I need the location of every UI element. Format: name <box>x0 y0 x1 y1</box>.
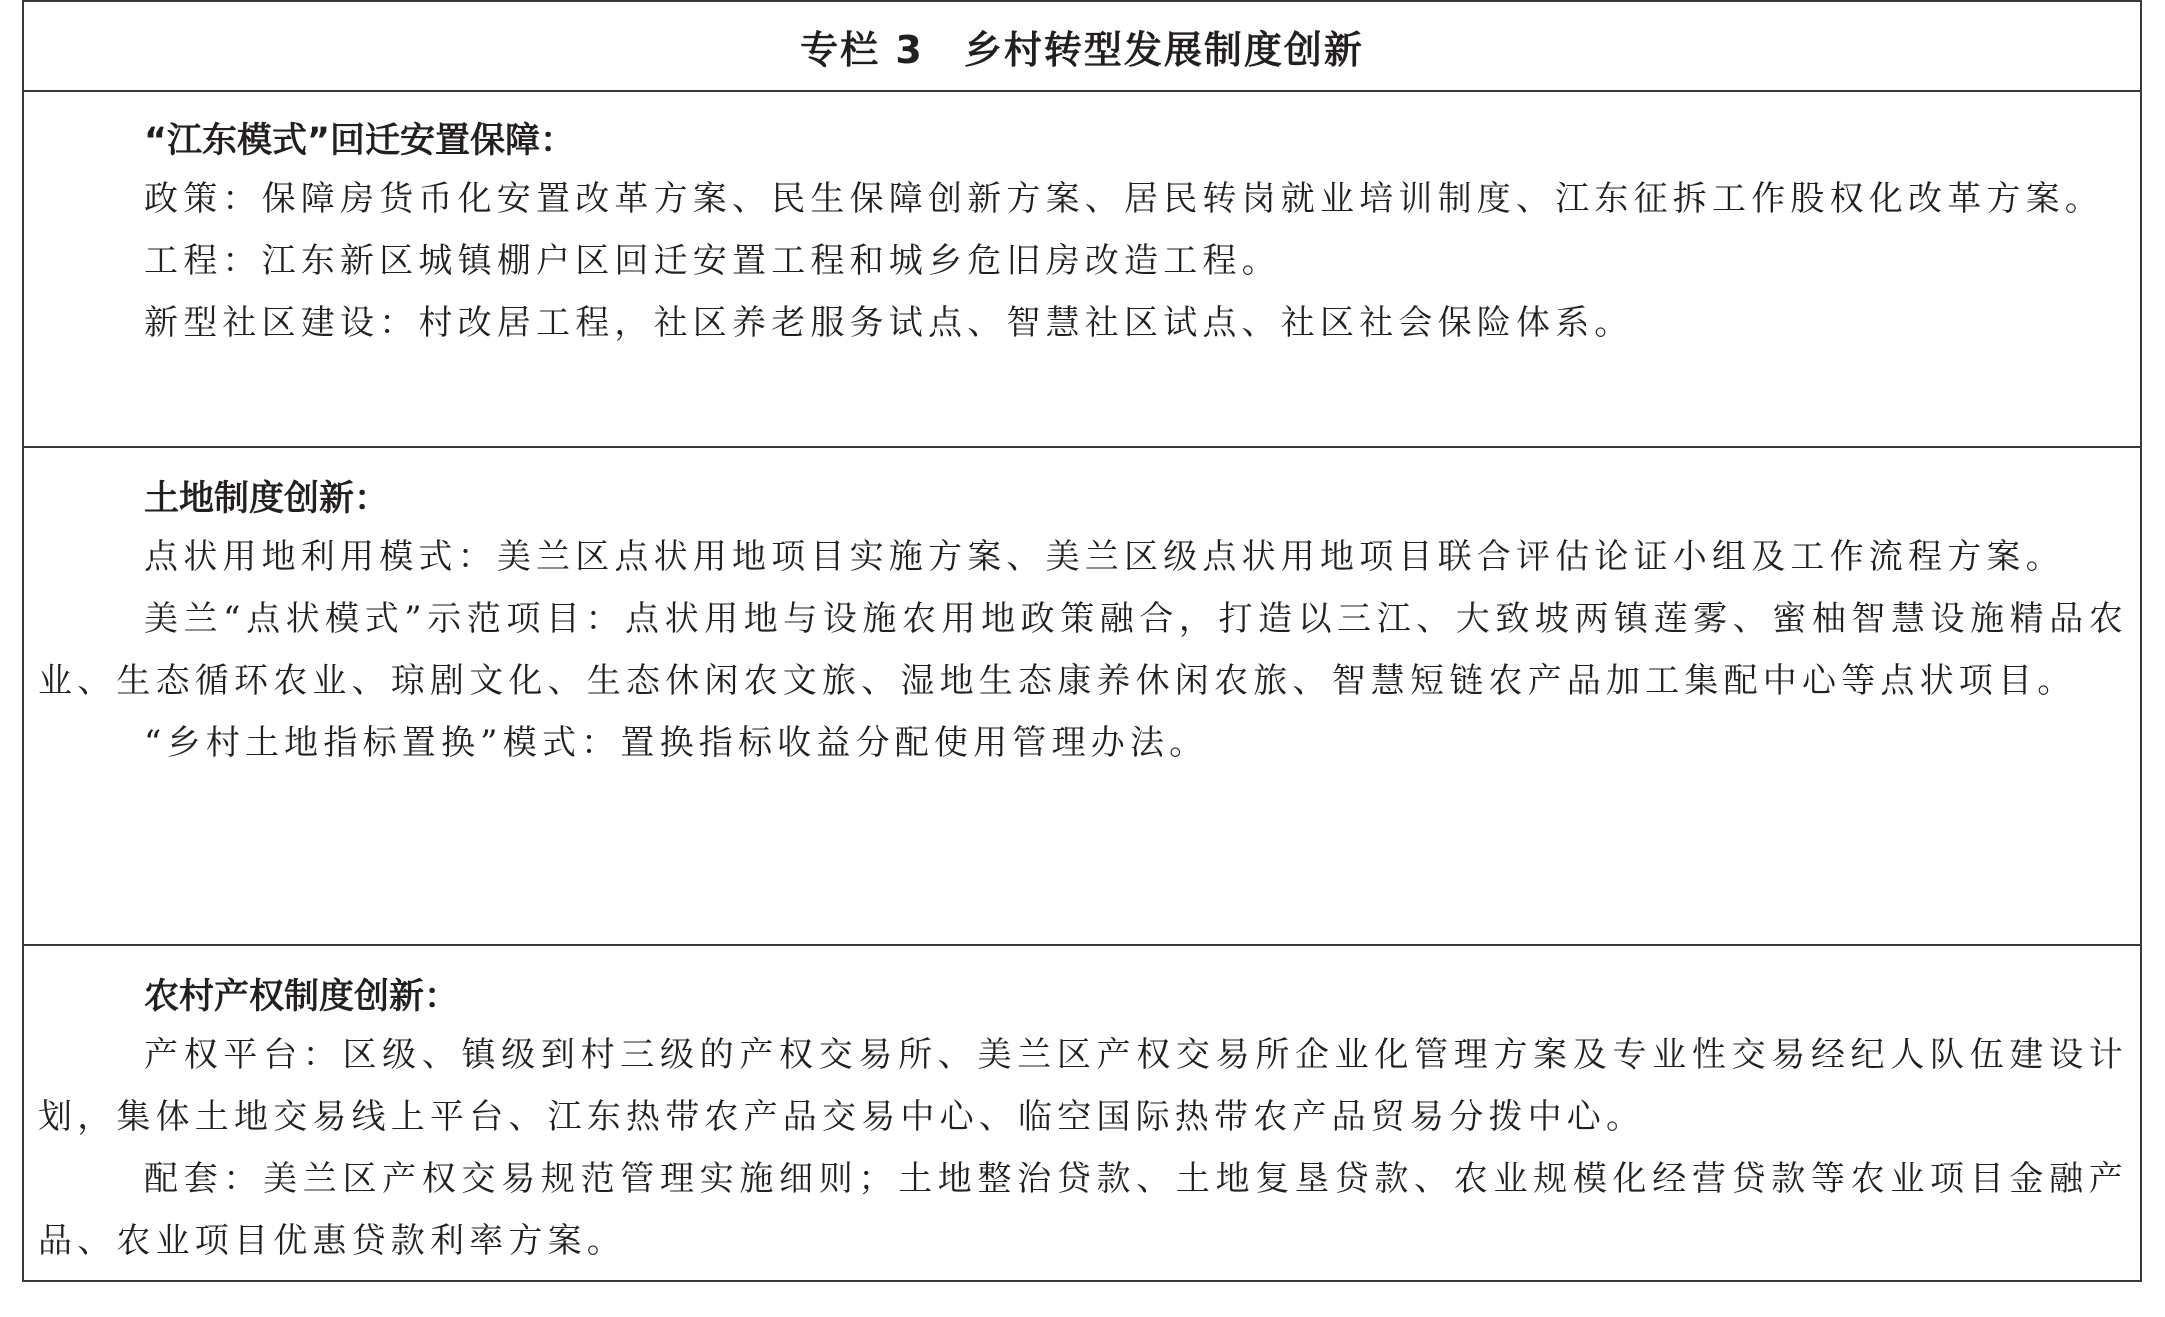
item-label: 新型社区建设： <box>144 303 419 343</box>
column-number: 专栏 3 <box>800 27 924 72</box>
list-item <box>38 292 2128 354</box>
item-text: 区级、镇级到村三级的产权交易所、美兰区产权交易所企业化管理方案及专业性交易经纪人队伍建设计划，集体土地交易线上平台、江东热带农产品交易中心、临空国际热带农产品贸易分拨中心。 <box>38 1035 2129 1137</box>
item-label: 工程： <box>144 241 262 281</box>
item-label: 配套： <box>144 1159 264 1199</box>
item-text: 江东新区城镇棚户区回迁安置工程和城乡危旧房改造工程。 <box>261 241 1281 281</box>
list-item <box>38 1148 2128 1272</box>
list-item <box>38 526 2128 588</box>
section-heading: “江东模式”回迁安置保障： <box>144 121 576 161</box>
section-property-rights <box>24 948 2140 1282</box>
section-relocation <box>24 92 2140 448</box>
item-label: “乡村土地指标置换”模式： <box>144 723 621 763</box>
list-item <box>38 230 2128 292</box>
item-text: 美兰区产权交易规范管理实施细则；土地整治贷款、土地复垦贷款、农业规模化经营贷款等农业项目金融产品、农业项目优惠贷款利率方案。 <box>38 1159 2128 1261</box>
item-text: 点状用地与设施农用地政策融合，打造以三江、大致坡两镇莲雾、蜜柚智慧设施精品农业、生态循环农业、琼剧文化、生态休闲农文旅、湿地生态康养休闲农旅、智慧短链农产品加工集配中心等点状项目。 <box>38 599 2128 701</box>
item-text: 美兰区点状用地项目实施方案、美兰区级点状用地项目联合评估论证小组及工作流程方案。 <box>496 537 2065 577</box>
list-item <box>38 1024 2128 1148</box>
item-text: 村改居工程，社区养老服务试点、智慧社区试点、社区社会保险体系。 <box>418 303 1634 343</box>
column-box <box>22 0 2142 1282</box>
list-item <box>38 168 2128 230</box>
list-item <box>38 712 2128 774</box>
column-title-text: 乡村转型发展制度创新 <box>963 27 1364 72</box>
section-land-system <box>24 450 2140 946</box>
item-label: 点状用地利用模式： <box>144 537 497 577</box>
item-label: 美兰“点状模式”示范项目： <box>144 599 626 639</box>
list-item <box>38 588 2128 712</box>
column-title <box>24 2 2140 92</box>
section-heading: 土地制度创新： <box>144 479 390 519</box>
item-text: 置换指标收益分配使用管理办法。 <box>620 723 1209 763</box>
item-label: 产权平台： <box>144 1035 343 1075</box>
item-label: 政策： <box>144 179 262 219</box>
item-text: 保障房货币化安置改革方案、民生保障创新方案、居民转岗就业培训制度、江东征拆工作股权化改革方案。 <box>261 179 2105 219</box>
section-heading: 农村产权制度创新： <box>144 977 460 1017</box>
